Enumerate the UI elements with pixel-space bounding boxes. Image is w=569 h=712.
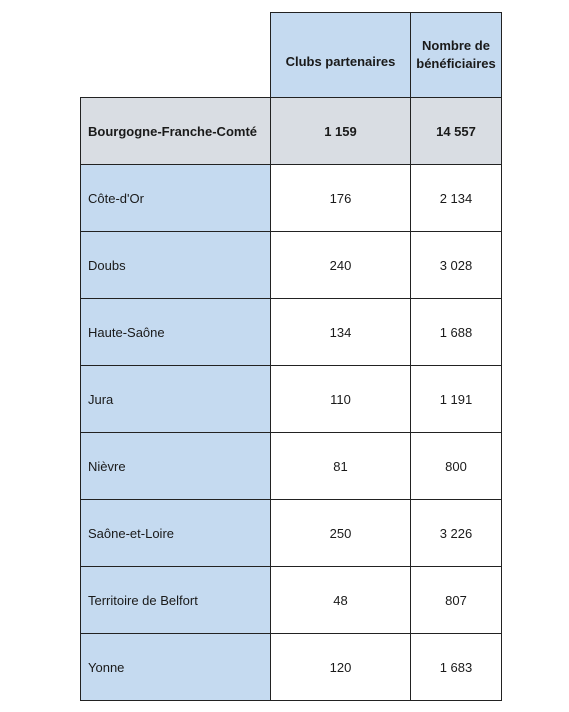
empty-corner-cell	[81, 13, 271, 98]
clubs-cell: 120	[271, 634, 411, 701]
clubs-cell: 240	[271, 232, 411, 299]
header-clubs-label: Clubs partenaires	[285, 54, 396, 69]
departement-cell: Jura	[81, 366, 271, 433]
table-row	[81, 232, 502, 299]
region-total-row	[81, 98, 502, 165]
table-header-row	[81, 13, 502, 98]
clubs-cell: 176	[271, 165, 411, 232]
departement-cell: Doubs	[81, 232, 271, 299]
beneficiaires-cell: 2 134	[411, 165, 502, 232]
clubs-cell: 110	[271, 366, 411, 433]
beneficiaires-cell: 1 688	[411, 299, 502, 366]
departement-cell: Territoire de Belfort	[81, 567, 271, 634]
header-beneficiaires-line2: bénéficiaires	[416, 56, 496, 71]
departement-cell: Yonne	[81, 634, 271, 701]
beneficiaires-cell: 800	[411, 433, 502, 500]
beneficiaires-cell: 807	[411, 567, 502, 634]
departement-cell: Haute-Saône	[81, 299, 271, 366]
table-row	[81, 299, 502, 366]
beneficiaires-cell: 1 683	[411, 634, 502, 701]
table-row	[81, 634, 502, 701]
region-clubs-cell: 1 159	[271, 98, 411, 165]
clubs-cell: 48	[271, 567, 411, 634]
departement-cell: Nièvre	[81, 433, 271, 500]
table-row	[81, 165, 502, 232]
clubs-cell: 250	[271, 500, 411, 567]
region-name-cell: Bourgogne-Franche-Comté	[81, 98, 271, 165]
table-row	[81, 433, 502, 500]
table-row	[81, 366, 502, 433]
table-row	[81, 500, 502, 567]
beneficiaires-cell: 3 028	[411, 232, 502, 299]
clubs-beneficiaires-table	[80, 12, 502, 701]
region-beneficiaires-cell: 14 557	[411, 98, 502, 165]
clubs-cell: 81	[271, 433, 411, 500]
table-row	[81, 567, 502, 634]
departement-cell: Côte-d'Or	[81, 165, 271, 232]
header-nombre-beneficiaires	[411, 13, 502, 98]
beneficiaires-cell: 1 191	[411, 366, 502, 433]
departement-cell: Saône-et-Loire	[81, 500, 271, 567]
header-clubs-partenaires	[271, 13, 411, 98]
clubs-cell: 134	[271, 299, 411, 366]
beneficiaires-cell: 3 226	[411, 500, 502, 567]
header-beneficiaires-line1: Nombre de	[422, 38, 490, 53]
